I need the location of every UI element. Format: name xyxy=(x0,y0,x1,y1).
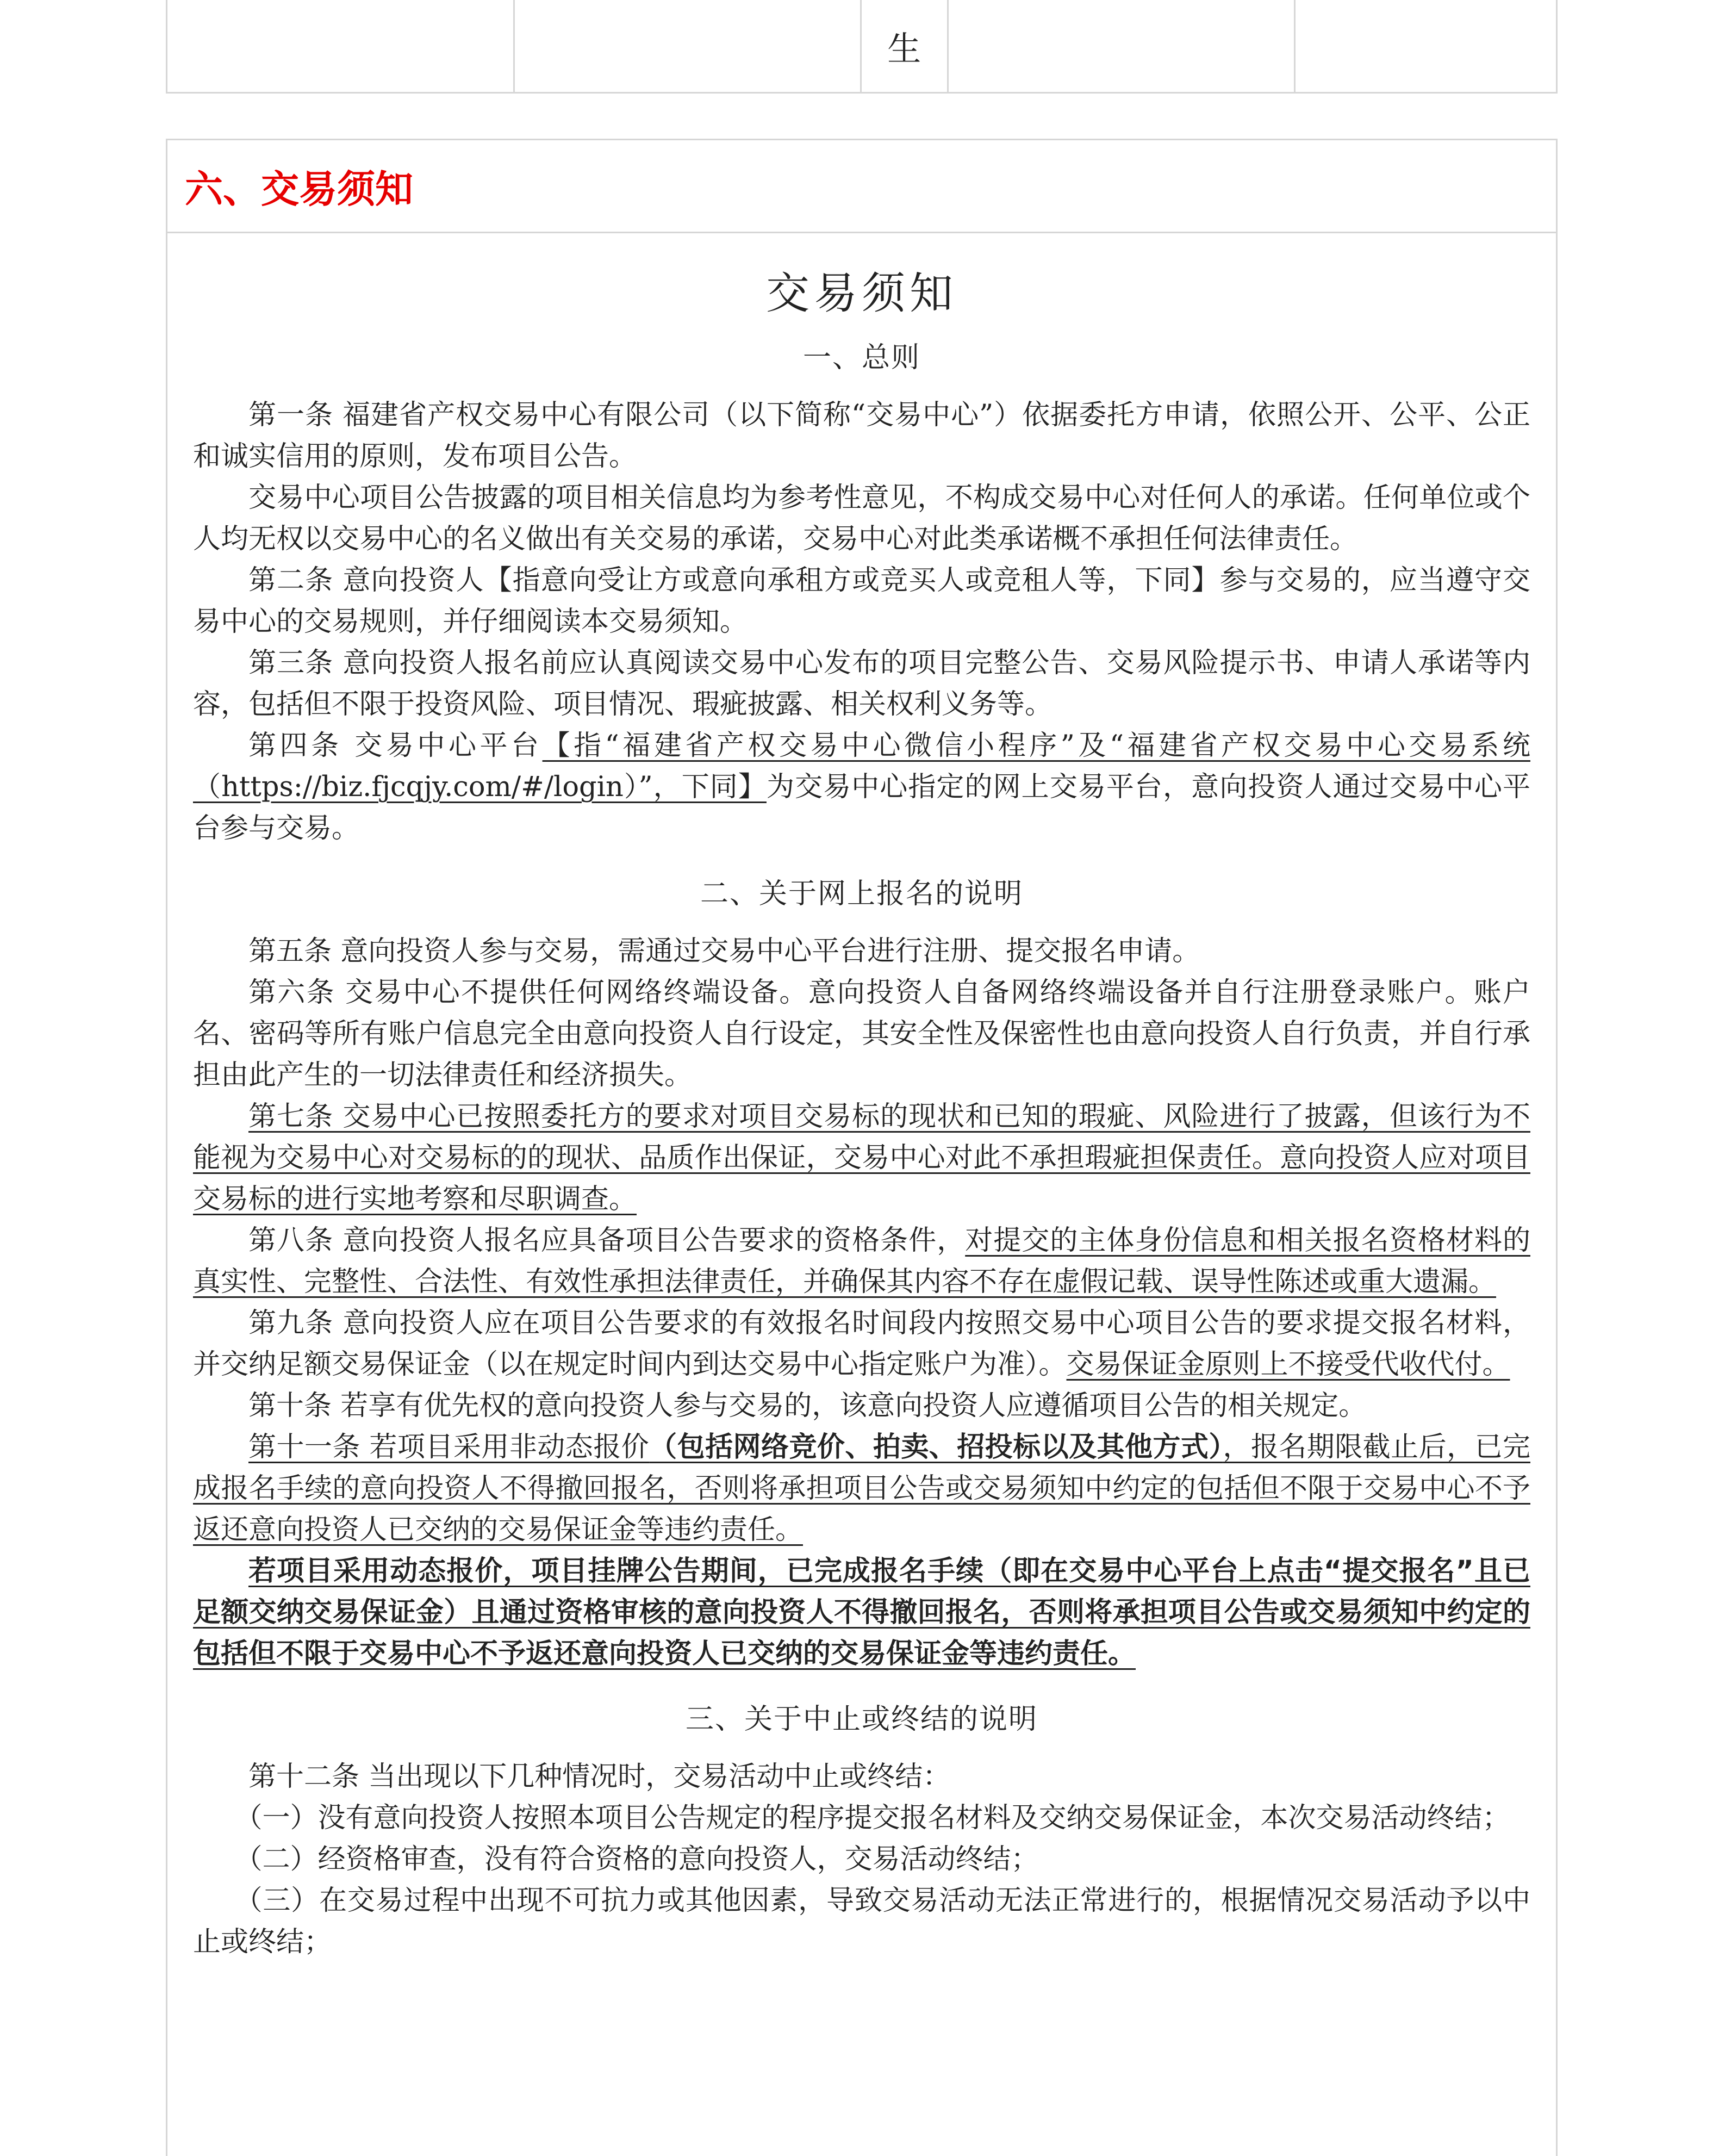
table-cell xyxy=(515,0,862,92)
document-title: 交易须知 xyxy=(766,268,957,319)
text-run: 第九条 意向投资人应在项目公告要求的有效报名时间段内按照交易中心项目公告的要求提交报名材料，并交纳足额交易保证金（以在规定时间内到达交易中心指定账户为准）。 xyxy=(193,1307,1530,1381)
bold-text: （包括网络竞价、拍卖、招投标以及其他方式） xyxy=(649,1431,1223,1463)
paragraph: 第十二条 当出现以下几种情况时，交易活动中止或终结： xyxy=(248,1761,951,1793)
text-run: 为交易中心指定的网上交易平台，意向投资人通过交易中心平台参与交易。 xyxy=(193,771,1530,844)
list-item: （一）没有意向投资人按照本项目公告规定的程序提交报名材料及交纳交易保证金，本次交易活动终结； xyxy=(234,1802,1510,1834)
chapter-heading: 三、关于中止或终结的说明 xyxy=(685,1703,1038,1736)
text-run: 第八条 意向投资人报名应具备项目公告要求的资格条件， xyxy=(248,1225,966,1257)
paragraph xyxy=(193,1220,1530,1303)
paragraph xyxy=(193,725,1530,849)
paragraph: 第六条 交易中心不提供任何网络终端设备。意向投资人自备网络终端设备并自行注册登录账户。账户名、密码等所有账户信息完全由意向投资人自行设定，其安全性及保密性也由意向投资人自行负责，并自行承担由此产生的一切法律责任和经济损失。 xyxy=(193,977,1530,1091)
section-header xyxy=(166,139,1558,233)
paragraph-bold-underlined: 若项目采用动态报价，项目挂牌公告期间，已完成报名手续（即在交易中心平台上点击“提交报名”且已足额交纳交易保证金）且通过资格审核的意向投资人不得撤回报名，否则将承担项目公告或交易须知中约定的包括但不限于交易中心不予返还意向投资人已交纳的交易保证金等违约责任。 xyxy=(193,1555,1530,1670)
platform-definition: 【指“福建省产权交易中心微信小程序”及“福建省产权交易中心交易系统（https://biz.fjcqjy.com/#/login）”，下同】 xyxy=(193,730,1530,803)
paragraph: 第五条 意向投资人参与交易，需通过交易中心平台进行注册、提交报名申请。 xyxy=(248,935,1200,967)
paragraph: 第十条 若享有优先权的意向投资人参与交易的，该意向投资人应遵循项目公告的相关规定。 xyxy=(248,1390,1367,1422)
paragraph: 第二条 意向投资人【指意向受让方或意向承租方或竞买人或竞租人等，下同】参与交易的，应当遵守交易中心的交易规则，并仔细阅读本交易须知。 xyxy=(193,564,1530,638)
list-item: （三）在交易过程中出现不可抗力或其他因素，导致交易活动无法正常进行的，根据情况交易活动予以中止或终结； xyxy=(193,1885,1530,1958)
notice-document xyxy=(193,256,1530,1963)
table-cell xyxy=(167,0,515,92)
text-run: 第四条 交易中心平台 xyxy=(248,730,543,762)
table-cell: 生 xyxy=(862,0,949,92)
paragraph-underlined: 第七条 交易中心已按照委托方的要求对项目交易标的现状和已知的瑕疵、风险进行了披露，但该行为不能视为交易中心对交易标的的现状、品质作出保证，交易中心对此不承担瑕疵担保责任。意向投资人应对项目交易标的进行实地考察和尽职调查。 xyxy=(193,1101,1530,1215)
chapter-heading: 二、关于网上报名的说明 xyxy=(700,878,1023,910)
paragraph: 第一条 福建省产权交易中心有限公司（以下简称“交易中心”）依据委托方申请，依照公开、公平、公正和诚实信用的原则，发布项目公告。 xyxy=(193,399,1530,473)
top-table-row xyxy=(166,0,1558,94)
table-cell xyxy=(949,0,1296,92)
underlined-text: 对提交的主体身份信息和相关报名资格材料的真实性、完整性、合法性、有效性承担法律责任，并确保其内容不存在虚假记载、误导性陈述或重大遗漏。 xyxy=(193,1225,1530,1298)
text-run: 第十一条 若项目采用非动态报价 xyxy=(248,1431,650,1463)
section-title: 六、交易须知 xyxy=(185,166,413,212)
table-cell xyxy=(1296,0,1556,92)
text-run: ，报名期限截止后，已完成报名手续的意向投资人不得撤回报名，否则将承担项目公告或交易须知中约定的包括但不限于交易中心不予返还意向投资人已交纳的交易保证金等违约责任。 xyxy=(193,1431,1530,1546)
paragraph: 第三条 意向投资人报名前应认真阅读交易中心发布的项目完整公告、交易风险提示书、申请人承诺等内容，包括但不限于投资风险、项目情况、瑕疵披露、相关权利义务等。 xyxy=(193,647,1530,720)
paragraph-underlined xyxy=(193,1427,1530,1551)
chapter-heading: 一、总则 xyxy=(802,341,920,374)
paragraph xyxy=(193,1303,1530,1385)
underlined-text: 交易保证金原则上不接受代收代付。 xyxy=(1066,1349,1510,1381)
list-item: （二）经资格审查，没有符合资格的意向投资人，交易活动终结； xyxy=(234,1843,1039,1875)
paragraph: 交易中心项目公告披露的项目相关信息均为参考性意见，不构成交易中心对任何人的承诺。任何单位或个人均无权以交易中心的名义做出有关交易的承诺，交易中心对此类承诺概不承担任何法律责任。 xyxy=(193,482,1530,555)
